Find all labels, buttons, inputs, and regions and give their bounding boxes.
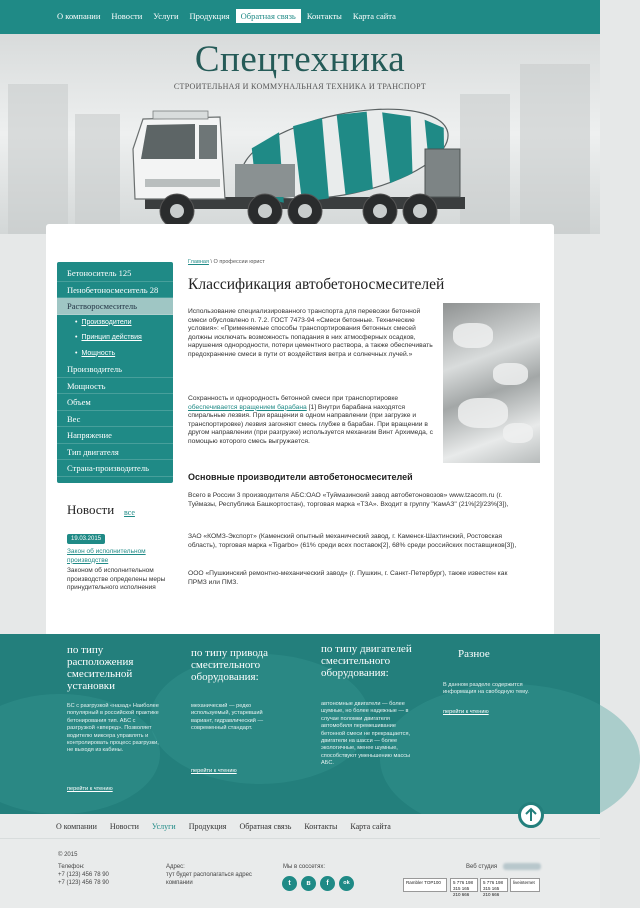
footer-nav-list [56, 822, 404, 831]
news-item-link[interactable]: Закон об исполнительном производстве [67, 548, 146, 564]
sidebar-subitem[interactable]: • Производители [57, 315, 173, 331]
liveinternet-counter[interactable]: liveinternet [510, 878, 540, 892]
sidebar-item[interactable]: Вес [57, 411, 173, 428]
top-nav-item[interactable]: Обратная связь [236, 9, 301, 23]
paragraph-text: Сохранность и однородность бетонной смеси при транспортировке [188, 395, 399, 402]
category-read-more-link[interactable]: перейти к чтению [443, 709, 489, 715]
site-header [0, 34, 600, 234]
news-item-text: Законом об исполнительном производстве определены меры принудительного исполнения [67, 567, 166, 591]
sidebar-item[interactable]: Тип двигателя [57, 444, 173, 461]
category-title: по типу двигателей смесительного оборудования: [321, 643, 412, 679]
stats-counter[interactable]: 5 776 198 315 165 210 666 [450, 878, 478, 892]
sidebar-item[interactable]: Мощность [57, 378, 173, 395]
category-read-more-link[interactable]: перейти к чтению [191, 768, 237, 774]
background-building [8, 84, 68, 234]
paragraph-text: [1] Внутри барабана находятся спиральные лезвия. При вращении в одном направлении (при загрузке и транспортировке) лезвия загоняют смесь глубже в барабан. При вращении в другом направлении (при разгрузке) используется механизм Винт Архимеда, с помощью которого смесь выгружается. [188, 403, 433, 445]
section-subtitle: Основные производители автобетоносмесителей [188, 472, 413, 482]
news-heading: Новости [67, 502, 115, 517]
top-nav-item[interactable]: Карта сайта [352, 11, 396, 21]
phone-number: +7 (123) 456 78 90 [58, 872, 109, 878]
twitter-icon[interactable]: t [282, 876, 297, 891]
top-nav-item[interactable]: Продукция [189, 11, 230, 21]
footer-nav-item[interactable]: Контакты [304, 822, 338, 831]
footer-nav-item[interactable]: О компании [56, 822, 97, 831]
studio-name-link[interactable] [503, 863, 541, 870]
facebook-icon[interactable]: f [320, 876, 335, 891]
sidebar-subitem[interactable]: • Мощность [57, 346, 173, 362]
stats-counter[interactable]: 5 776 198 315 165 210 666 [480, 878, 508, 892]
sidebar-item[interactable]: Страна-производитель [57, 460, 173, 477]
footer-nav-item[interactable]: Карта сайта [350, 822, 391, 831]
article-paragraph: ЗАО «КОМЗ-Экспорт» (Каменский опытный механический завод, г. Каменск-Шахтинский, Ростовская область), торговая марка «Tigarbo» (61% среди всех поставок[2], 68% среди российских поставщиков[3]), [188, 533, 517, 549]
sidebar-subitem[interactable]: • Принцип действия [57, 330, 173, 346]
category-text: БС с разгрузкой «назад» Наиболее популярный в российской практике бетонирования тип. АБС с разгрузкой «вперед». Позволяет водителю миксера управлять и контролировать процесс разгрузки, не выходя из кабины. [67, 703, 159, 754]
breadcrumb-separator: \ [210, 259, 212, 265]
category-title: по типу привода смесительного оборудования: [191, 647, 269, 683]
category-read-more-link[interactable]: перейти к чтению [67, 786, 113, 792]
footer-nav-item[interactable]: Услуги [151, 822, 176, 831]
vk-icon[interactable]: в [301, 876, 316, 891]
sidebar-item[interactable]: Пенобетоносмеситель 28 [57, 282, 173, 299]
footer-nav-item[interactable]: Новости [109, 822, 139, 831]
phone-number: +7 (123) 456 78 90 [58, 880, 109, 886]
sidebar-menu [57, 262, 173, 483]
rambler-counter[interactable]: Rambler TOP100 [403, 878, 447, 892]
social-label: Мы в соссетях: [283, 864, 326, 870]
top-nav-item[interactable]: Услуги [153, 11, 179, 21]
background-building [75, 114, 120, 234]
top-nav-item[interactable]: О компании [57, 11, 101, 21]
article-paragraph [188, 395, 434, 447]
category-title: Разное [458, 648, 490, 660]
footer-navigation [0, 814, 600, 838]
top-navigation [0, 0, 600, 34]
sidebar-item[interactable]: Растворосмеситель [57, 298, 173, 315]
footer-nav-item[interactable]: Продукция [188, 822, 227, 831]
footer-nav-item[interactable]: Обратная связь [239, 822, 292, 831]
concrete-mixer-truck-illustration [125, 89, 485, 244]
article-paragraph: Использование специализированного транспорта для перевозки бетонной смеси обусловлено п. 7.2. ГОСТ 7473-94 «Смеси бетонные. Технические условия»: «Применяемые способы транспортирования бетонных смесей должны исключать возможность попадания в них атмосферных осадков, нарушения однородности, потери цементного раствора, а также обеспечивать предохранение смеси в пути от воздействия ветра и солнечных лучей.» [188, 308, 433, 358]
address-text: тут будет располагаться адрес компании [166, 872, 252, 886]
odnoklassniki-icon[interactable]: ok [339, 876, 354, 891]
top-nav-item[interactable]: Новости [111, 11, 143, 21]
arrow-up-icon [521, 805, 541, 825]
scroll-to-top-button[interactable] [518, 802, 544, 828]
sidebar-item[interactable]: Объем [57, 394, 173, 411]
sidebar-item[interactable]: Производитель [57, 361, 173, 378]
news-date-badge: 19.03.2015 [67, 534, 105, 544]
category-text: механический — редко используемый, устаревший вариант, гидравлический — современный стандарт. [191, 703, 264, 732]
sidebar-item[interactable]: Напряжение [57, 427, 173, 444]
page-title: Классификация автобетоносмесителей [188, 276, 445, 293]
concrete-photo [443, 303, 540, 463]
article-paragraph: ООО «Пушкинский ремонтно-механический завод» (г. Пушкин, г. Санкт-Петербург), также известен как ПРМЗ или ПМЗ. [188, 570, 508, 586]
breadcrumb-home-link[interactable]: Главная [188, 259, 209, 265]
drum-rotation-link[interactable]: обеспечивается вращением барабана [188, 403, 307, 411]
news-all-link[interactable]: все [124, 508, 135, 517]
article-paragraph: Всего в России 3 производителя АБС:ОАО «Туймазинский завод автобетоновозов» www.tzacom.ru (г. Туймазы, Республика Башкортостан), торговая марка «ТЗА». Входит в группу "КамАЗ" (21%[2]/23%[3]), [188, 492, 509, 508]
phone-label: Телефон: [58, 864, 85, 870]
sidebar-item[interactable]: Бетоноситель 125 [57, 265, 173, 282]
category-text: В данном разделе содержится информация на свободную тему. [443, 682, 529, 696]
breadcrumb [188, 259, 265, 265]
top-nav-list [52, 9, 402, 23]
site-logo-title[interactable]: Спецтехника [194, 39, 406, 80]
breadcrumb-current: О профессии юрист [213, 259, 265, 265]
studio-label: Веб студия [466, 864, 498, 870]
top-nav-item[interactable]: Контакты [306, 11, 342, 21]
address-label: Адрес: [166, 864, 185, 870]
copyright: © 2015 [58, 852, 78, 858]
category-title: по типу расположения смесительной установки [67, 644, 134, 692]
category-text: автономные двигатели — более шумные, но более надежные — в случае поломки двигателя автомобиля перемешивание бетонной смеси не прекращается, двигатели на шасси — более экологичные, менее шумные, способствуют уменьшению массы АБС. [321, 701, 411, 767]
site-logo-subtitle: СТРОИТЕЛЬНАЯ И КОММУНАЛЬНАЯ ТЕХНИКА И ТРАНСПОРТ [173, 82, 427, 91]
